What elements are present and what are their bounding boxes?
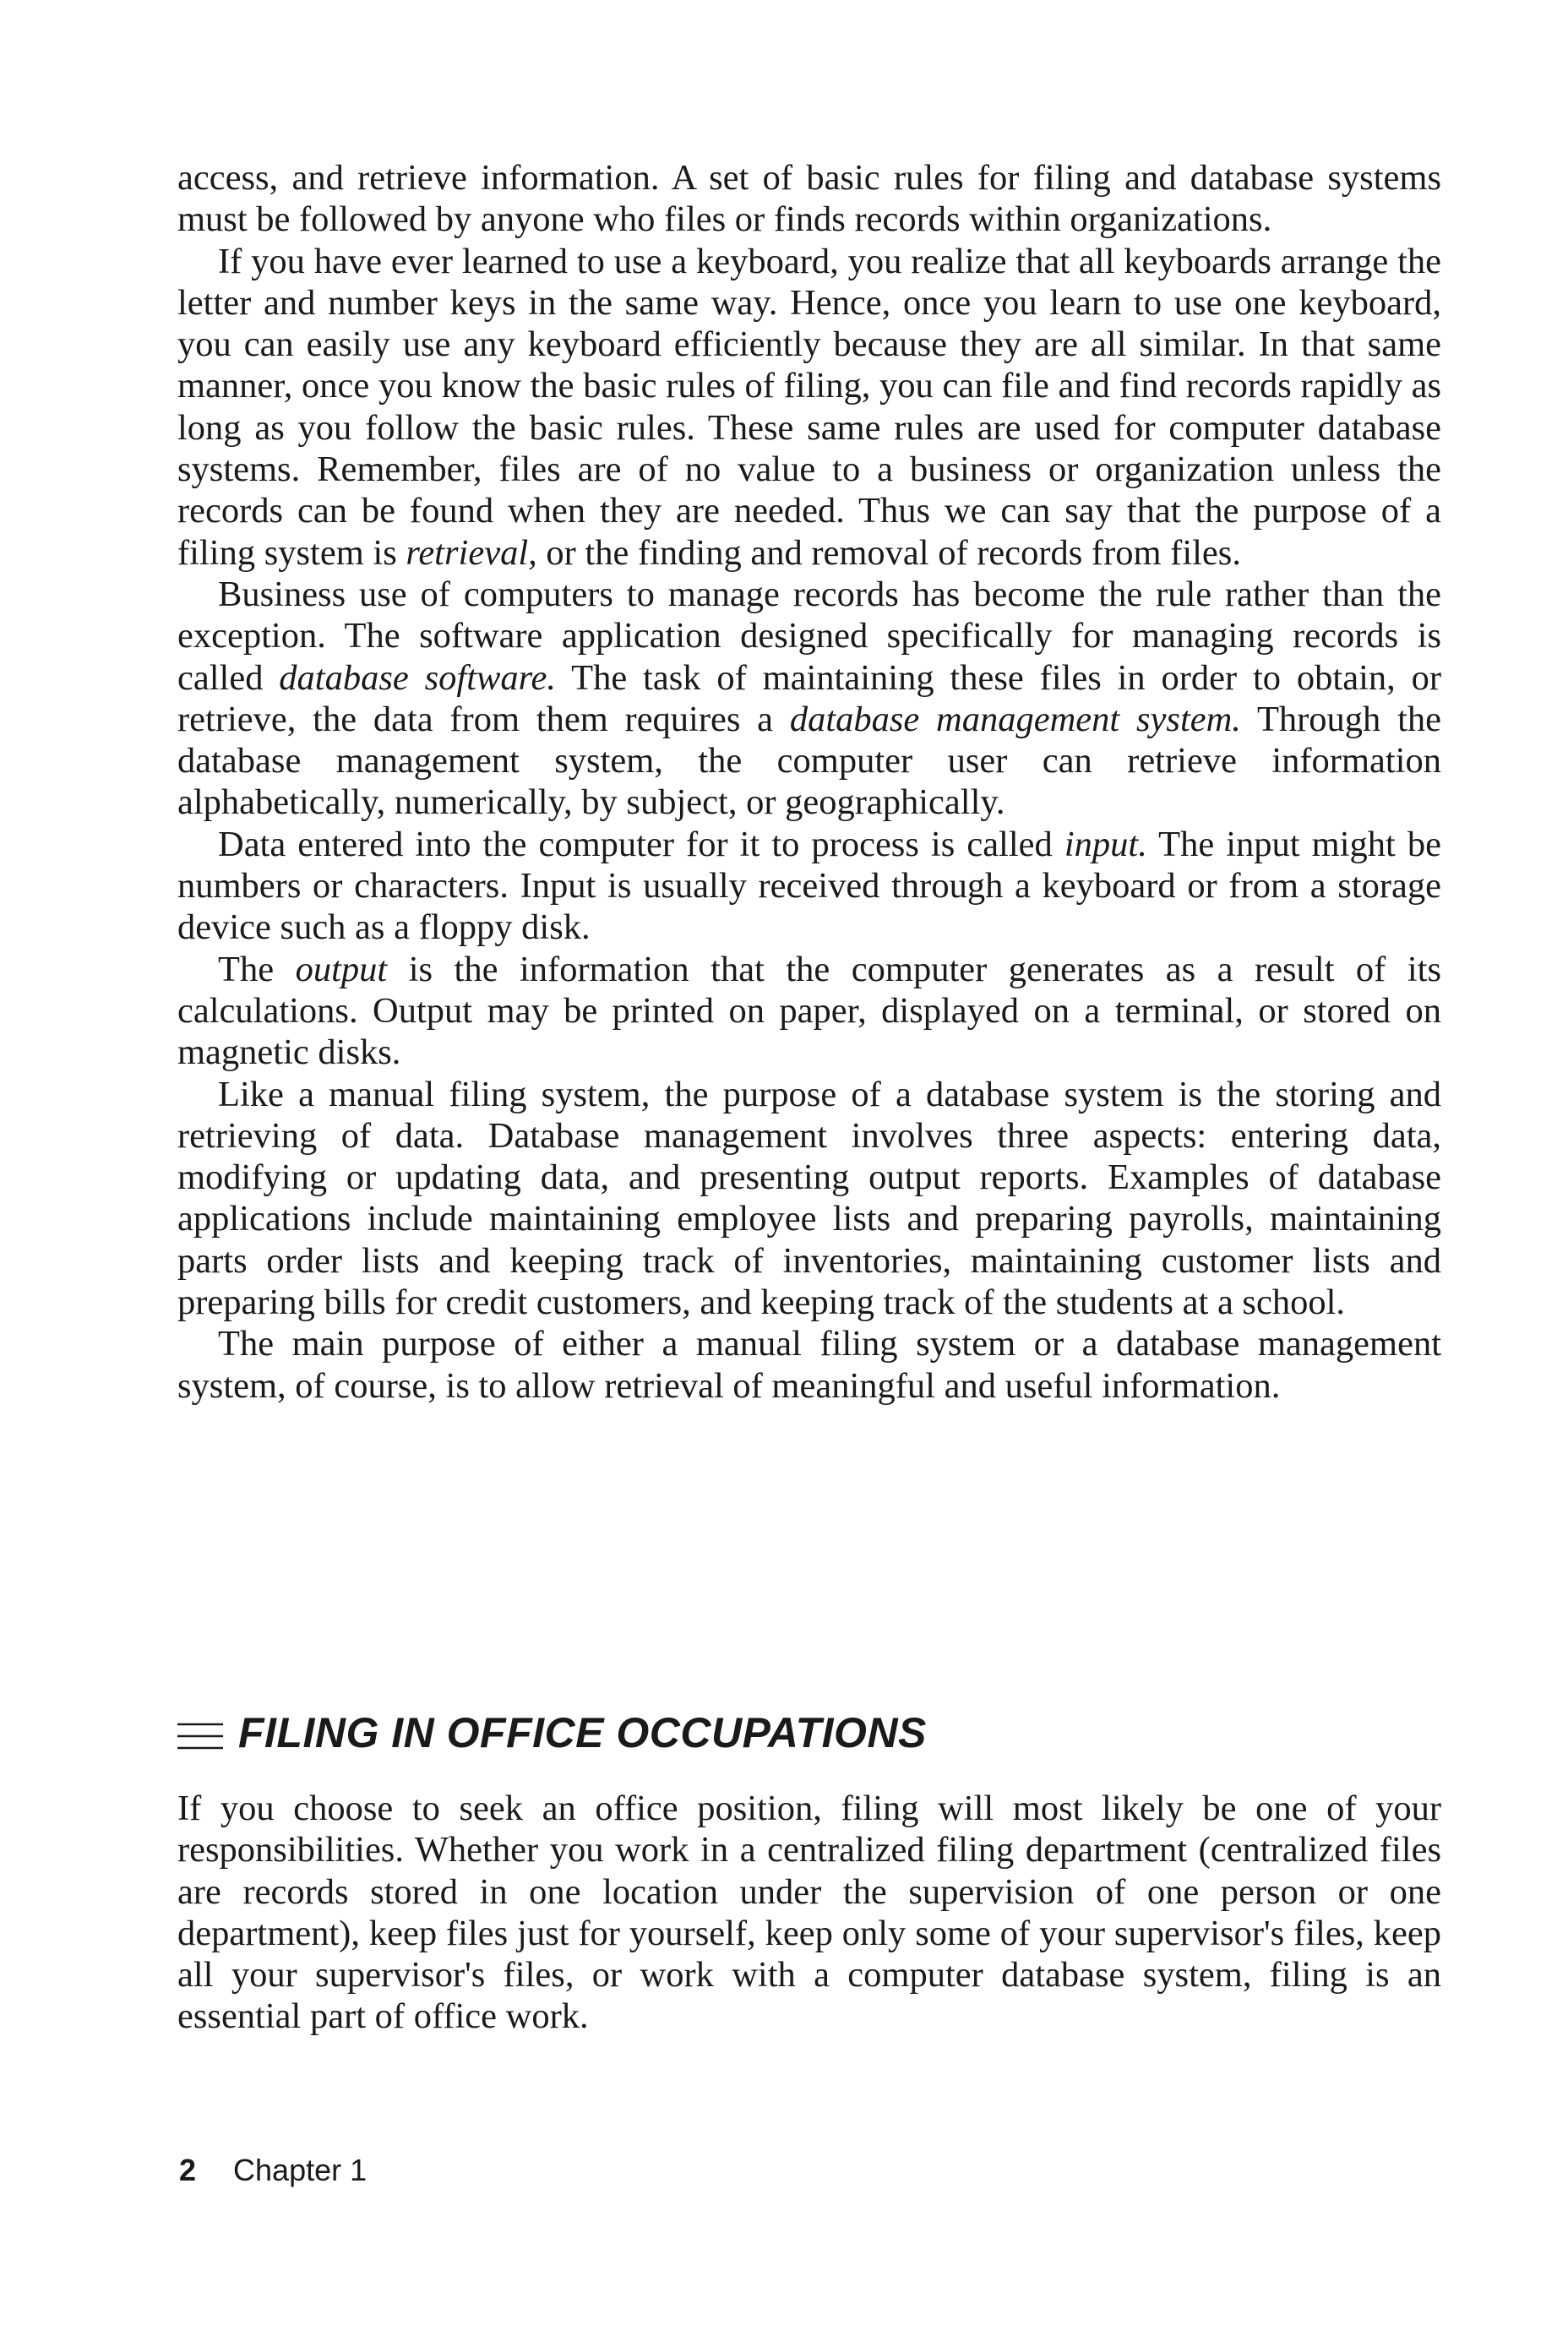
- section-body-text: [177, 1788, 1441, 2038]
- text-run: The input might be numbers or characters. Input is usually received through a keyboard or from a storage device such as a floppy disk.: [177, 824, 1441, 948]
- paragraph: [177, 241, 1441, 574]
- text-run: The task of maintaining these files in order to obtain, or retrieve, the data from them requires a: [177, 657, 1441, 739]
- italic-term: output: [295, 949, 388, 989]
- paragraph: [177, 574, 1441, 824]
- paragraph: [177, 949, 1441, 1074]
- italic-term: input.: [1064, 824, 1147, 864]
- page-footer: [179, 2153, 367, 2188]
- italic-term: database software.: [279, 657, 557, 698]
- text-run: If you choose to seek an office position, filing will most likely be one of your responsibilities. Whether you work in a centralized filing department (centralized files are records stored in one location under the supervision of one person or one department), keep files just for yourself, keep only some of your supervisor's files, keep all your supervisor's files, or work with a computer database system, filing is an essential part of office work.: [177, 1789, 1441, 2037]
- text-run: Like a manual filing system, the purpose of a database system is the storing and retrieving of data. Database management involves three aspects: entering data, modifying or updating data, and presenting output reports. Examples of database applications include maintaining employee lists and preparing payrolls, maintaining parts order lists and keeping track of inventories, maintaining customer lists and preparing bills for credit customers, and keeping track of the students at a school.: [177, 1074, 1441, 1323]
- text-run: Data entered into the computer for it to process is called: [218, 824, 1064, 864]
- body-text: [177, 157, 1441, 1407]
- text-run: or the finding and removal of records from files.: [536, 532, 1241, 573]
- text-run: Through the database management system, the computer user can retrieve information alphabetically, numerically, by subject, or geographically.: [177, 699, 1441, 823]
- italic-term: retrieval,: [406, 532, 537, 573]
- text-run: Business use of computers to manage records has become the rule rather than the exception. The software application designed specifically for managing records is called: [177, 574, 1441, 698]
- section-heading: [177, 1703, 927, 1762]
- text-run: The main purpose of either a manual filing system or a database management system, of course, is to allow retrieval of meaningful and useful information.: [177, 1324, 1441, 1406]
- paragraph: [177, 1788, 1441, 2038]
- text-run: If you have ever learned to use a keyboard, you realize that all keyboards arrange the letter and number keys in the same way. Hence, once you learn to use one keyboard, you can easily use any keyboard efficiently because they are all similar. In that same manner, once you know the basic rules of filing, you can file and find records rapidly as long as you follow the basic rules. These same rules are used for computer database systems. Remember, files are of no value to a business or organization unless the records can be found when they are needed. Thus we can say that the purpose of a filing system is: [177, 241, 1441, 573]
- paragraph: [177, 1323, 1441, 1407]
- triple-rule-icon: [177, 1719, 223, 1753]
- page-number: 2: [179, 2153, 197, 2187]
- italic-term: database management system.: [789, 699, 1241, 739]
- running-head: Chapter 1: [233, 2153, 368, 2187]
- paragraph: [177, 1074, 1441, 1324]
- section-title: FILING IN OFFICE OCCUPATIONS: [238, 1709, 927, 1756]
- text-run: The: [218, 949, 296, 989]
- paragraph: [177, 824, 1441, 949]
- text-run: is the information that the computer generates as a result of its calculations. Output may be printed on paper, displayed on a terminal, or stored on magnetic disks.: [177, 949, 1441, 1073]
- text-run: access, and retrieve information. A set of basic rules for filing and database systems must be followed by anyone who files or finds records within organizations.: [177, 158, 1441, 240]
- paragraph: [177, 157, 1441, 241]
